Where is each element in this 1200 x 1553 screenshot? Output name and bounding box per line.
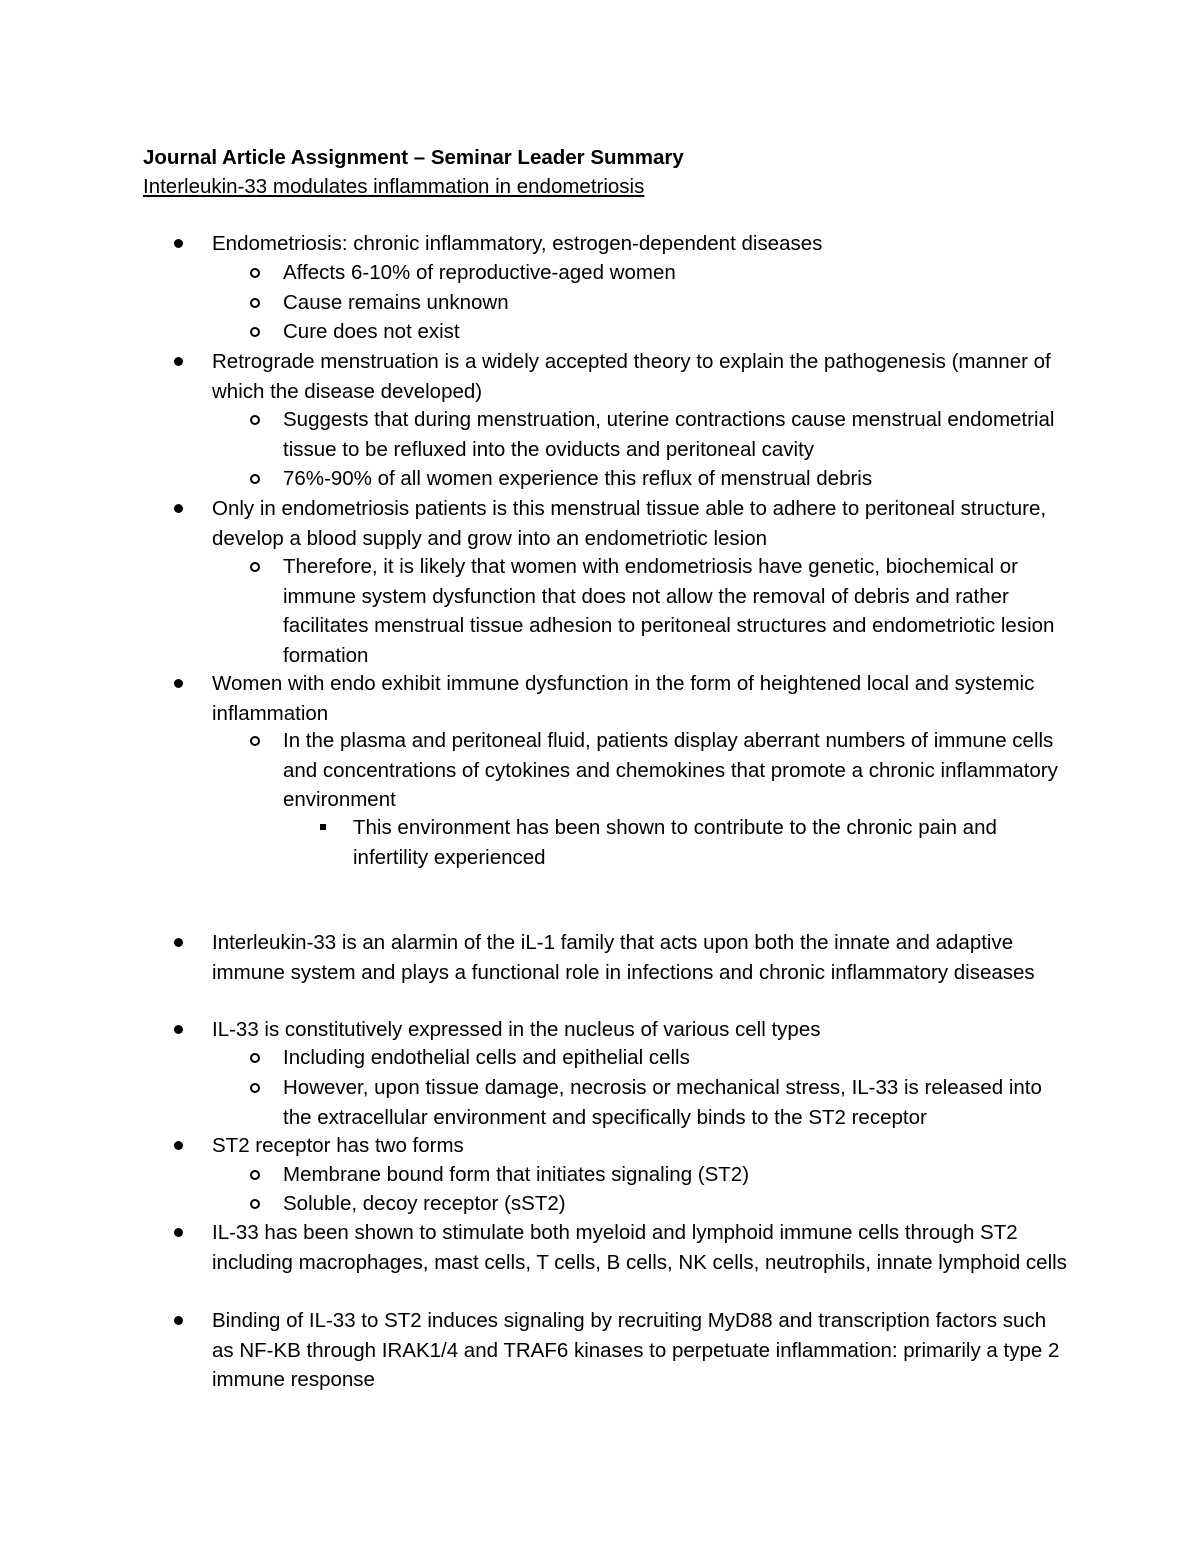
- filled-bullet-icon: [174, 1228, 183, 1237]
- filled-bullet-icon: [174, 679, 183, 688]
- hollow-bullet-icon: [250, 298, 260, 308]
- bullet-item: In the plasma and peritoneal fluid, patients display aberrant numbers of immune cells and concentrations of cytokines and chemokines that promote a chronic inflammatory environment: [283, 726, 1073, 815]
- hollow-bullet-icon: [250, 562, 260, 572]
- hollow-bullet-icon: [250, 1083, 260, 1093]
- hollow-bullet-icon: [250, 327, 260, 337]
- bullet-item: Soluble, decoy receptor (sST2): [283, 1189, 1073, 1219]
- bullet-item: Women with endo exhibit immune dysfunction in the form of heightened local and systemic inflammation: [212, 669, 1072, 728]
- hollow-bullet-icon: [250, 1170, 260, 1180]
- bullet-item: 76%-90% of all women experience this reflux of menstrual debris: [283, 464, 1073, 494]
- bullet-item: Cause remains unknown: [283, 288, 1073, 318]
- bullet-item: However, upon tissue damage, necrosis or mechanical stress, IL-33 is released into the extracellular environment and specifically binds to the ST2 receptor: [283, 1073, 1073, 1132]
- bullet-item: Therefore, it is likely that women with endometriosis have genetic, biochemical or immune system dysfunction that does not allow the removal of debris and rather facilitates menstrual tissue adhesion to peritoneal structures and endometriotic lesion formation: [283, 552, 1073, 670]
- square-bullet-icon: [320, 824, 326, 830]
- filled-bullet-icon: [174, 1141, 183, 1150]
- filled-bullet-icon: [174, 938, 183, 947]
- bullet-item: Only in endometriosis patients is this menstrual tissue able to adhere to peritoneal structure, develop a blood supply and grow into an endometriotic lesion: [212, 494, 1072, 553]
- document-subtitle: Interleukin-33 modulates inflammation in endometriosis: [143, 175, 645, 198]
- filled-bullet-icon: [174, 239, 183, 248]
- bullet-item: Retrograde menstruation is a widely accepted theory to explain the pathogenesis (manner of which the disease developed): [212, 347, 1072, 406]
- document-title: Journal Article Assignment – Seminar Leader Summary: [143, 146, 684, 169]
- bullet-item: Membrane bound form that initiates signaling (ST2): [283, 1160, 1073, 1190]
- hollow-bullet-icon: [250, 474, 260, 484]
- bullet-item: IL-33 has been shown to stimulate both myeloid and lymphoid immune cells through ST2 including macrophages, mast cells, T cells, B cells, NK cells, neutrophils, innate lymphoid cells: [212, 1218, 1072, 1277]
- bullet-item: ST2 receptor has two forms: [212, 1131, 1072, 1161]
- filled-bullet-icon: [174, 504, 183, 513]
- bullet-item: Endometriosis: chronic inflammatory, estrogen-dependent diseases: [212, 229, 1072, 259]
- bullet-item: This environment has been shown to contribute to the chronic pain and infertility experienced: [353, 813, 1073, 872]
- hollow-bullet-icon: [250, 736, 260, 746]
- bullet-item: Suggests that during menstruation, uterine contractions cause menstrual endometrial tissue to be refluxed into the oviducts and peritoneal cavity: [283, 405, 1073, 464]
- bullet-item: Interleukin-33 is an alarmin of the iL-1 family that acts upon both the innate and adaptive immune system and plays a functional role in infections and chronic inflammatory diseases: [212, 928, 1072, 987]
- bullet-item: Including endothelial cells and epithelial cells: [283, 1043, 1073, 1073]
- bullet-item: Binding of IL-33 to ST2 induces signaling by recruiting MyD88 and transcription factors such as NF-KB through IRAK1/4 and TRAF6 kinases to perpetuate inflammation: primarily a type 2 immune response: [212, 1306, 1072, 1395]
- bullet-item: Cure does not exist: [283, 317, 1073, 347]
- hollow-bullet-icon: [250, 268, 260, 278]
- bullet-item: Affects 6-10% of reproductive-aged women: [283, 258, 1073, 288]
- filled-bullet-icon: [174, 1316, 183, 1325]
- hollow-bullet-icon: [250, 415, 260, 425]
- filled-bullet-icon: [174, 357, 183, 366]
- hollow-bullet-icon: [250, 1053, 260, 1063]
- bullet-item: IL-33 is constitutively expressed in the nucleus of various cell types: [212, 1015, 1072, 1045]
- filled-bullet-icon: [174, 1025, 183, 1034]
- hollow-bullet-icon: [250, 1199, 260, 1209]
